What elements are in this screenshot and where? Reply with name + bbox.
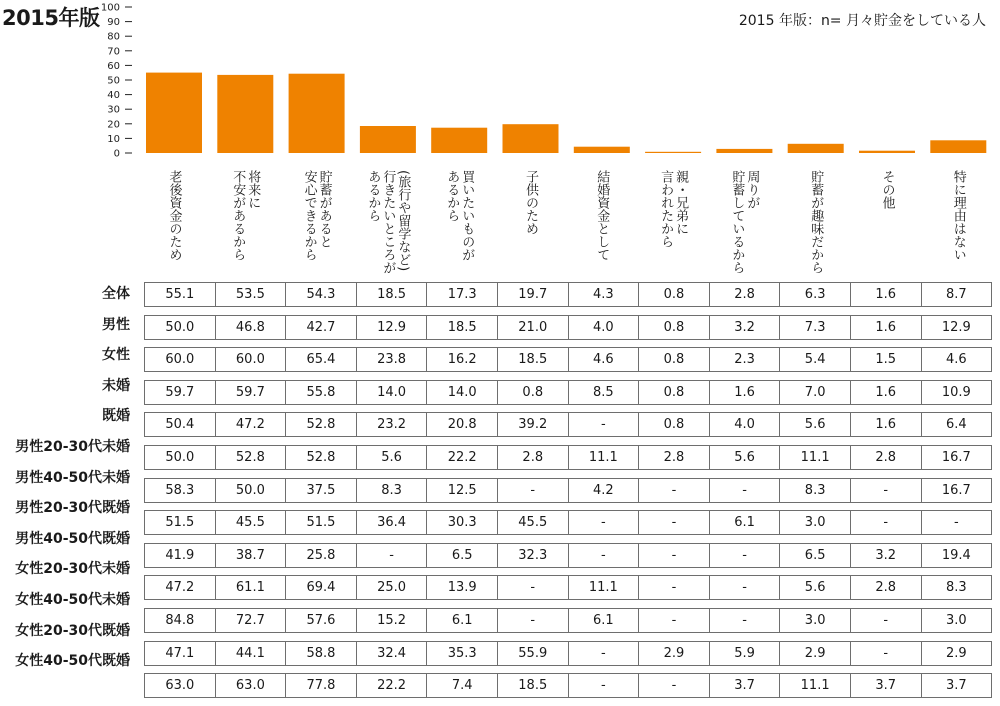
table-cell: 41.9	[145, 543, 216, 567]
table-cell: 42.7	[286, 315, 357, 339]
table-cell: 18.5	[497, 674, 568, 698]
table-cell: 55.1	[145, 283, 216, 307]
table-cell: -	[568, 674, 639, 698]
row-label: 男性40-50代未婚	[15, 469, 130, 486]
spacer-cell	[145, 307, 992, 316]
table-cell: 32.4	[356, 641, 427, 665]
table-cell: -	[497, 478, 568, 502]
category-label: (旅行や留学など) 行きたいところが あるから	[365, 170, 411, 274]
table-cell: 55.9	[497, 641, 568, 665]
table-cell: 25.8	[286, 543, 357, 567]
table-cell: 3.2	[709, 315, 780, 339]
table-cell: 52.8	[215, 445, 286, 469]
table-cell: 5.4	[780, 348, 851, 372]
table-cell: -	[568, 543, 639, 567]
table-cell: 50.0	[215, 478, 286, 502]
table-cell: 16.7	[921, 445, 992, 469]
category-label: 特に理由はない	[950, 170, 966, 261]
table-row	[145, 348, 992, 372]
bar-4	[360, 126, 416, 153]
table-cell: 20.8	[427, 413, 498, 437]
table-cell: 3.2	[850, 543, 921, 567]
table-cell: 58.8	[286, 641, 357, 665]
table-row	[145, 674, 992, 698]
category-label: 結婚資金として	[594, 170, 610, 261]
table-cell: 8.7	[921, 283, 992, 307]
table-cell: 11.1	[568, 576, 639, 600]
table-row	[145, 511, 992, 535]
y-tick-label: 20	[107, 119, 120, 131]
bar-8	[645, 152, 701, 153]
table-row	[145, 315, 992, 339]
table-cell: -	[639, 608, 710, 632]
table-cell: -	[709, 478, 780, 502]
table-cell: -	[568, 413, 639, 437]
table-cell: 0.8	[639, 283, 710, 307]
row-label: 女性20-30代既婚	[15, 622, 130, 639]
y-tick-label: 40	[107, 90, 120, 102]
table-cell: 23.8	[356, 348, 427, 372]
bar-9	[716, 149, 772, 153]
bar-7	[574, 147, 630, 153]
table-cell: 11.1	[568, 445, 639, 469]
table-cell: -	[356, 543, 427, 567]
row-label: 男性20-30代未婚	[15, 438, 130, 455]
category-label: その他	[879, 170, 895, 209]
table-cell: 38.7	[215, 543, 286, 567]
table-cell: 3.7	[850, 674, 921, 698]
table-cell: -	[921, 511, 992, 535]
table-cell: 2.8	[497, 445, 568, 469]
row-spacer	[145, 567, 992, 576]
table-cell: -	[709, 608, 780, 632]
table-cell: 52.8	[286, 413, 357, 437]
table-cell: 36.4	[356, 511, 427, 535]
table-cell: 19.4	[921, 543, 992, 567]
category-label: 将来に 不安があるから	[230, 170, 261, 261]
spacer-cell	[145, 502, 992, 511]
row-spacer	[145, 404, 992, 413]
table-cell: 1.6	[850, 380, 921, 404]
table-cell: 11.1	[780, 445, 851, 469]
table-cell: 3.0	[780, 511, 851, 535]
spacer-cell	[145, 404, 992, 413]
y-tick-label: 50	[107, 75, 120, 87]
table-cell: 3.0	[780, 608, 851, 632]
table-cell: 50.4	[145, 413, 216, 437]
table-cell: 2.8	[639, 445, 710, 469]
table-cell: 2.8	[709, 283, 780, 307]
category-label: 子供のため	[523, 170, 538, 235]
table-cell: 17.3	[427, 283, 498, 307]
row-label: 女性	[102, 347, 130, 364]
table-cell: 8.3	[780, 478, 851, 502]
row-label: 未婚	[102, 377, 130, 394]
table-cell: 57.6	[286, 608, 357, 632]
spacer-cell	[145, 437, 992, 446]
bar-5	[431, 128, 487, 153]
sample-note: 2015 年版：n= 月々貯金をしている人	[738, 13, 986, 29]
table-cell: 60.0	[145, 348, 216, 372]
table-cell: -	[850, 641, 921, 665]
y-tick-label: 90	[107, 17, 120, 29]
category-label: 貯蓄が趣味だから	[808, 170, 824, 274]
category-label: 貯蓄があると 安心できるから	[301, 170, 332, 261]
row-spacer	[145, 469, 992, 478]
table-row	[145, 576, 992, 600]
row-spacer	[145, 339, 992, 348]
table-cell: -	[497, 576, 568, 600]
table-cell: 12.9	[921, 315, 992, 339]
table-cell: 12.5	[427, 478, 498, 502]
table-cell: 15.2	[356, 608, 427, 632]
table-cell: 44.1	[215, 641, 286, 665]
table-cell: 0.8	[639, 348, 710, 372]
row-label: 全体	[102, 286, 130, 302]
y-tick-label: 60	[107, 60, 120, 72]
table-cell: 7.0	[780, 380, 851, 404]
table-cell: 77.8	[286, 674, 357, 698]
table-cell: 63.0	[215, 674, 286, 698]
table-cell: 4.0	[568, 315, 639, 339]
table-cell: 6.1	[568, 608, 639, 632]
table-cell: 59.7	[215, 380, 286, 404]
row-spacer	[145, 600, 992, 609]
table-cell: 1.6	[850, 315, 921, 339]
table-cell: 6.3	[780, 283, 851, 307]
table-cell: 2.9	[780, 641, 851, 665]
spacer-cell	[145, 339, 992, 348]
table-cell: 18.5	[356, 283, 427, 307]
table-cell: 0.8	[497, 380, 568, 404]
table-cell: 55.8	[286, 380, 357, 404]
table-cell: 63.0	[145, 674, 216, 698]
table-cell: 37.5	[286, 478, 357, 502]
table-cell: 8.5	[568, 380, 639, 404]
table-cell: 47.2	[145, 576, 216, 600]
bar-1	[146, 73, 202, 153]
table-row	[145, 445, 992, 469]
table-cell: 2.8	[850, 445, 921, 469]
table-cell: 5.9	[709, 641, 780, 665]
row-label: 女性40-50代既婚	[15, 653, 130, 670]
y-tick-label: 80	[107, 31, 120, 43]
bar-3	[289, 74, 345, 153]
table-cell: -	[850, 608, 921, 632]
y-tick-label: 0	[113, 148, 120, 160]
bar-10	[788, 144, 844, 153]
table-row	[145, 478, 992, 502]
bar-6	[503, 124, 559, 153]
table-cell: 4.3	[568, 283, 639, 307]
spacer-cell	[145, 469, 992, 478]
row-spacer	[145, 632, 992, 641]
table-cell: 58.3	[145, 478, 216, 502]
table-cell: 30.3	[427, 511, 498, 535]
table-cell: 2.3	[709, 348, 780, 372]
table-cell: 0.8	[639, 315, 710, 339]
spacer-cell	[145, 372, 992, 381]
table-cell: 18.5	[497, 348, 568, 372]
table-cell: 0.8	[639, 380, 710, 404]
table-cell: 39.2	[497, 413, 568, 437]
table-cell: 47.2	[215, 413, 286, 437]
row-spacer	[145, 665, 992, 674]
table-cell: 4.0	[709, 413, 780, 437]
table-cell: 1.6	[850, 283, 921, 307]
table-cell: 50.0	[145, 315, 216, 339]
table-cell: 46.8	[215, 315, 286, 339]
bar-2	[217, 75, 273, 153]
table-cell: 12.9	[356, 315, 427, 339]
bar-11	[859, 151, 915, 153]
spacer-cell	[145, 600, 992, 609]
table-cell: 50.0	[145, 445, 216, 469]
row-spacer	[145, 535, 992, 544]
spacer-cell	[145, 665, 992, 674]
data-table	[144, 282, 992, 706]
table-cell: 3.7	[709, 674, 780, 698]
table-cell: 53.5	[215, 283, 286, 307]
table-cell: -	[709, 576, 780, 600]
table-cell: -	[639, 478, 710, 502]
category-label: 親・兄弟に 言われたから	[658, 170, 689, 248]
table-cell: 16.2	[427, 348, 498, 372]
table-cell: 18.5	[427, 315, 498, 339]
table-cell: -	[850, 511, 921, 535]
category-label: 周りが 貯蓄しているから	[729, 170, 760, 274]
table-cell: -	[568, 641, 639, 665]
row-spacer	[145, 307, 992, 316]
chart-title: 2015年版	[2, 6, 100, 30]
table-cell: 65.4	[286, 348, 357, 372]
table-cell: 54.3	[286, 283, 357, 307]
table-row	[145, 641, 992, 665]
table-cell: -	[850, 478, 921, 502]
table-cell: -	[568, 511, 639, 535]
table-row	[145, 380, 992, 404]
table-cell: 3.7	[921, 674, 992, 698]
table-cell: 35.3	[427, 641, 498, 665]
table-cell: 52.8	[286, 445, 357, 469]
table-cell: 6.5	[427, 543, 498, 567]
table-cell: 45.5	[497, 511, 568, 535]
table-cell: 8.3	[356, 478, 427, 502]
table-cell: 22.2	[356, 674, 427, 698]
row-label: 女性20-30代未婚	[15, 561, 130, 578]
row-spacer	[145, 372, 992, 381]
table-cell: 5.6	[356, 445, 427, 469]
table-cell: 61.1	[215, 576, 286, 600]
table-cell: 4.6	[568, 348, 639, 372]
y-tick-label: 30	[107, 104, 120, 116]
table-cell: 2.9	[921, 641, 992, 665]
y-tick-label: 10	[107, 133, 120, 145]
table-cell: 4.2	[568, 478, 639, 502]
table-cell: -	[639, 543, 710, 567]
table-cell: -	[639, 511, 710, 535]
table-cell: 11.1	[780, 674, 851, 698]
table-cell: 60.0	[215, 348, 286, 372]
table-cell: 19.7	[497, 283, 568, 307]
spacer-cell	[145, 535, 992, 544]
table-cell: 6.1	[427, 608, 498, 632]
table-cell: 59.7	[145, 380, 216, 404]
table-cell: 25.0	[356, 576, 427, 600]
table-cell: 13.9	[427, 576, 498, 600]
row-spacer	[145, 437, 992, 446]
table-cell: 45.5	[215, 511, 286, 535]
y-tick-label: 70	[107, 46, 120, 58]
row-spacer	[145, 698, 992, 706]
table-cell: 5.6	[709, 445, 780, 469]
table-cell: 14.0	[427, 380, 498, 404]
table-cell: 7.3	[780, 315, 851, 339]
table-cell: 3.0	[921, 608, 992, 632]
table-cell: 6.5	[780, 543, 851, 567]
table-cell: 1.5	[850, 348, 921, 372]
table-row	[145, 283, 992, 307]
table-cell: 14.0	[356, 380, 427, 404]
table-cell: 6.1	[709, 511, 780, 535]
table-cell: 6.4	[921, 413, 992, 437]
table-row	[145, 543, 992, 567]
spacer-cell	[145, 567, 992, 576]
table-cell: -	[497, 608, 568, 632]
table-cell: 16.7	[921, 478, 992, 502]
category-label: 買いたいものが あるから	[444, 170, 475, 261]
bar-chart	[0, 0, 1000, 170]
category-label: 老後資金のため	[166, 170, 182, 261]
table-cell: 69.4	[286, 576, 357, 600]
row-spacer	[145, 502, 992, 511]
table-cell: 10.9	[921, 380, 992, 404]
table-cell: 4.6	[921, 348, 992, 372]
table-cell: 84.8	[145, 608, 216, 632]
table-cell: 5.6	[780, 413, 851, 437]
spacer-cell	[145, 632, 992, 641]
row-label: 既婚	[102, 408, 130, 425]
table-cell: 51.5	[145, 511, 216, 535]
table-row	[145, 413, 992, 437]
table-cell: 2.9	[639, 641, 710, 665]
table-cell: 0.8	[639, 413, 710, 437]
table-row	[145, 608, 992, 632]
table-cell: -	[639, 674, 710, 698]
row-label: 男性	[102, 316, 130, 333]
table-cell: 72.7	[215, 608, 286, 632]
row-label: 女性40-50代未婚	[15, 591, 130, 608]
table-cell: 1.6	[850, 413, 921, 437]
table-cell: 22.2	[427, 445, 498, 469]
table-cell: 1.6	[709, 380, 780, 404]
table-cell: 23.2	[356, 413, 427, 437]
table-cell: 5.6	[780, 576, 851, 600]
table-cell: 21.0	[497, 315, 568, 339]
table-cell: 7.4	[427, 674, 498, 698]
row-label: 男性40-50代既婚	[15, 530, 130, 547]
table-cell: 47.1	[145, 641, 216, 665]
table-cell: 32.3	[497, 543, 568, 567]
table-cell: 2.8	[850, 576, 921, 600]
table-cell: 51.5	[286, 511, 357, 535]
row-labels	[0, 282, 130, 680]
table-cell: 8.3	[921, 576, 992, 600]
table-cell: -	[709, 543, 780, 567]
row-label: 男性20-30代既婚	[15, 500, 130, 517]
bar-12	[930, 140, 986, 153]
table-cell: -	[639, 576, 710, 600]
y-tick-label: 100	[100, 2, 120, 14]
spacer-cell	[145, 698, 992, 706]
